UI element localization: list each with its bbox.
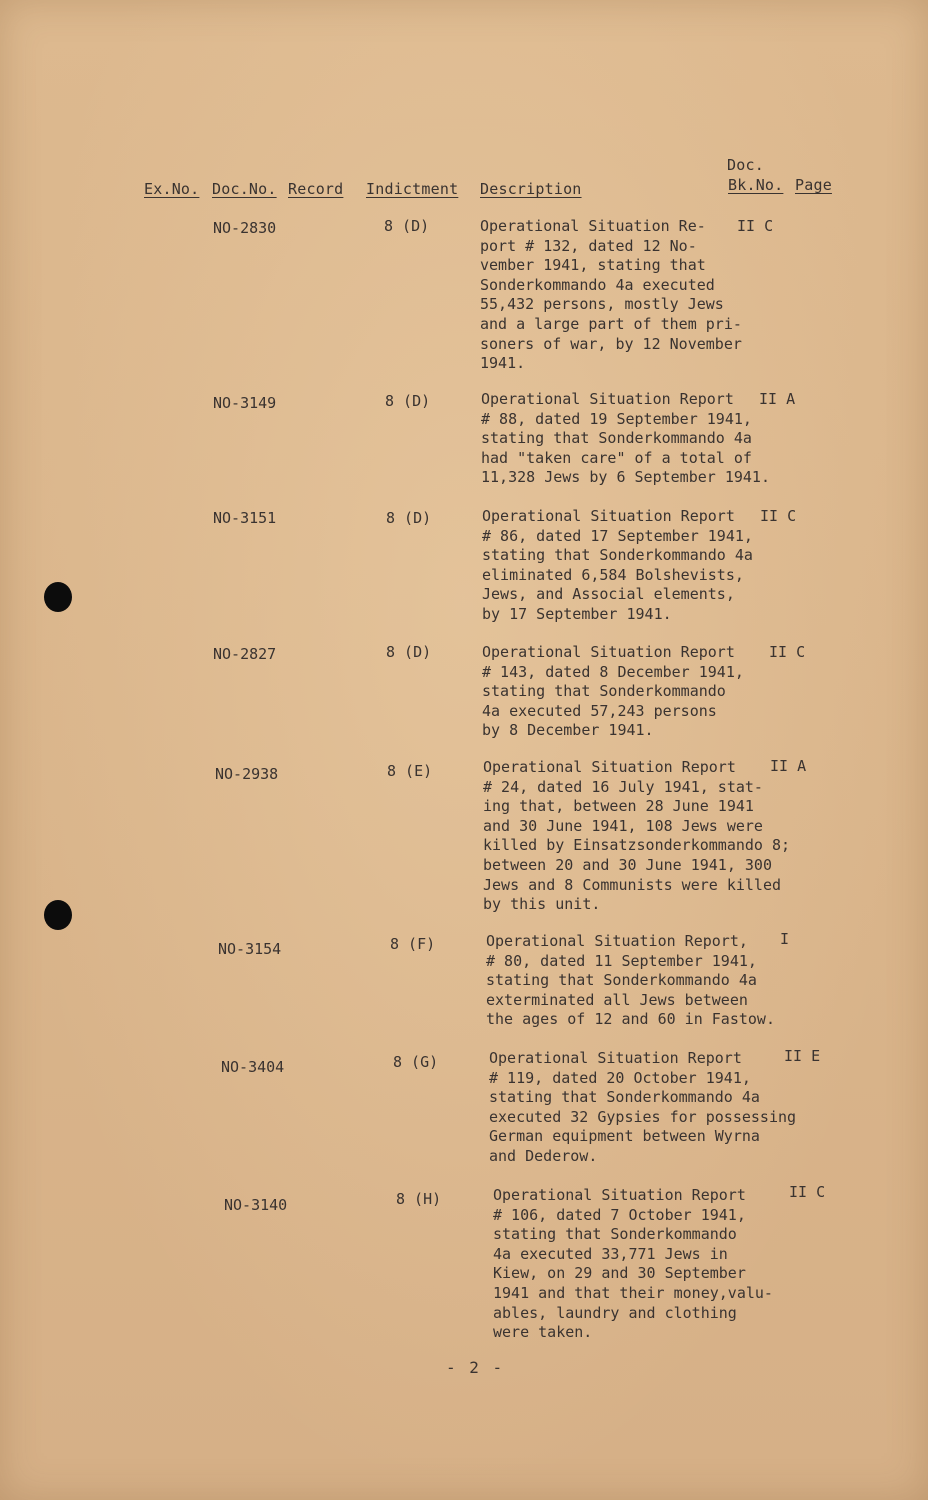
- column-header-description: Description: [480, 180, 582, 198]
- row-1-doc-no: NO-2830: [213, 219, 277, 237]
- page-number: - 2 -: [446, 1358, 505, 1377]
- row-4-description: Operational Situation Report # 143, dated 8 December 1941, stating that Sonderkommando 4a executed 57,243 persons by 8 December 1941.: [482, 643, 744, 740]
- row-7-doc-no: NO-3404: [221, 1058, 285, 1076]
- row-2-bk-no: II A: [759, 390, 796, 408]
- row-5-doc-no: NO-2938: [215, 765, 279, 783]
- column-header-doc-no: Doc.No.: [212, 180, 277, 198]
- row-8-indictment: 8 (H): [396, 1190, 442, 1208]
- column-header-indictment: Indictment: [366, 180, 459, 198]
- column-header-ex-no: Ex.No.: [144, 180, 200, 198]
- punch-hole-upper: [44, 582, 72, 612]
- row-2-description: Operational Situation Report # 88, dated 19 September 1941, stating that Sonderkommando 4a had "taken care" of a total of 11,328 Jews by 6 September 1941.: [481, 390, 770, 487]
- column-header-record: Record: [288, 180, 344, 198]
- row-1-bk-no: II C: [737, 217, 774, 235]
- row-7-description: Operational Situation Report # 119, dated 20 October 1941, stating that Sonderkommando 4a executed 32 Gypsies for possessing German equipment between Wyrna and Dederow.: [489, 1049, 797, 1165]
- column-header-bk-no: Bk.No.: [728, 176, 784, 194]
- row-2-indictment: 8 (D): [385, 392, 431, 410]
- row-6-description: Operational Situation Report, # 80, dated 11 September 1941, stating that Sonderkommando 4a exterminated all Jews between the ages of 12 and 60 in Fastow.: [486, 932, 775, 1029]
- row-3-description: Operational Situation Report # 86, dated 17 September 1941, stating that Sonderkommando 4a eliminated 6,584 Bolshevists, Jews, and Associal elements, by 17 September 1941.: [482, 507, 753, 623]
- column-header-page: Page: [795, 176, 832, 194]
- row-7-indictment: 8 (G): [393, 1053, 439, 1071]
- row-5-bk-no: II A: [770, 757, 807, 775]
- row-1-description: Operational Situation Re- port # 132, dated 12 No- vember 1941, stating that Sonderkommando 4a executed 55,432 persons, mostly Jews and a large part of them pri- soners of war, by 12 November 1941.: [480, 217, 742, 373]
- row-6-indictment: 8 (F): [390, 935, 436, 953]
- row-8-doc-no: NO-3140: [224, 1196, 288, 1214]
- row-7-bk-no: II E: [784, 1047, 821, 1065]
- row-8-bk-no: II C: [789, 1183, 826, 1201]
- row-4-bk-no: II C: [769, 643, 806, 661]
- row-5-description: Operational Situation Report # 24, dated 16 July 1941, stat- ing that, between 28 June 1941 and 30 June 1941, 108 Jews were killed by Einsatzsonderkommando 8; between 20 and 30 June 1941, 300 Jews and 8 Communists were killed by this unit.: [483, 758, 791, 914]
- row-3-indictment: 8 (D): [386, 509, 432, 527]
- row-3-bk-no: II C: [760, 507, 797, 525]
- row-2-doc-no: NO-3149: [213, 394, 277, 412]
- row-5-indictment: 8 (E): [387, 762, 433, 780]
- row-1-indictment: 8 (D): [384, 217, 430, 235]
- row-4-indictment: 8 (D): [386, 643, 432, 661]
- header-doc-label: Doc.: [727, 156, 764, 174]
- row-6-doc-no: NO-3154: [218, 940, 282, 958]
- row-8-description: Operational Situation Report # 106, dated 7 October 1941, stating that Sonderkommando 4a executed 33,771 Jews in Kiew, on 29 and 30 September 1941 and that their money,valu- ables, laundry and clothing were taken.: [493, 1186, 773, 1342]
- row-3-doc-no: NO-3151: [213, 509, 277, 527]
- punch-hole-lower: [44, 900, 72, 930]
- row-6-bk-no: I: [780, 930, 790, 948]
- row-4-doc-no: NO-2827: [213, 645, 277, 663]
